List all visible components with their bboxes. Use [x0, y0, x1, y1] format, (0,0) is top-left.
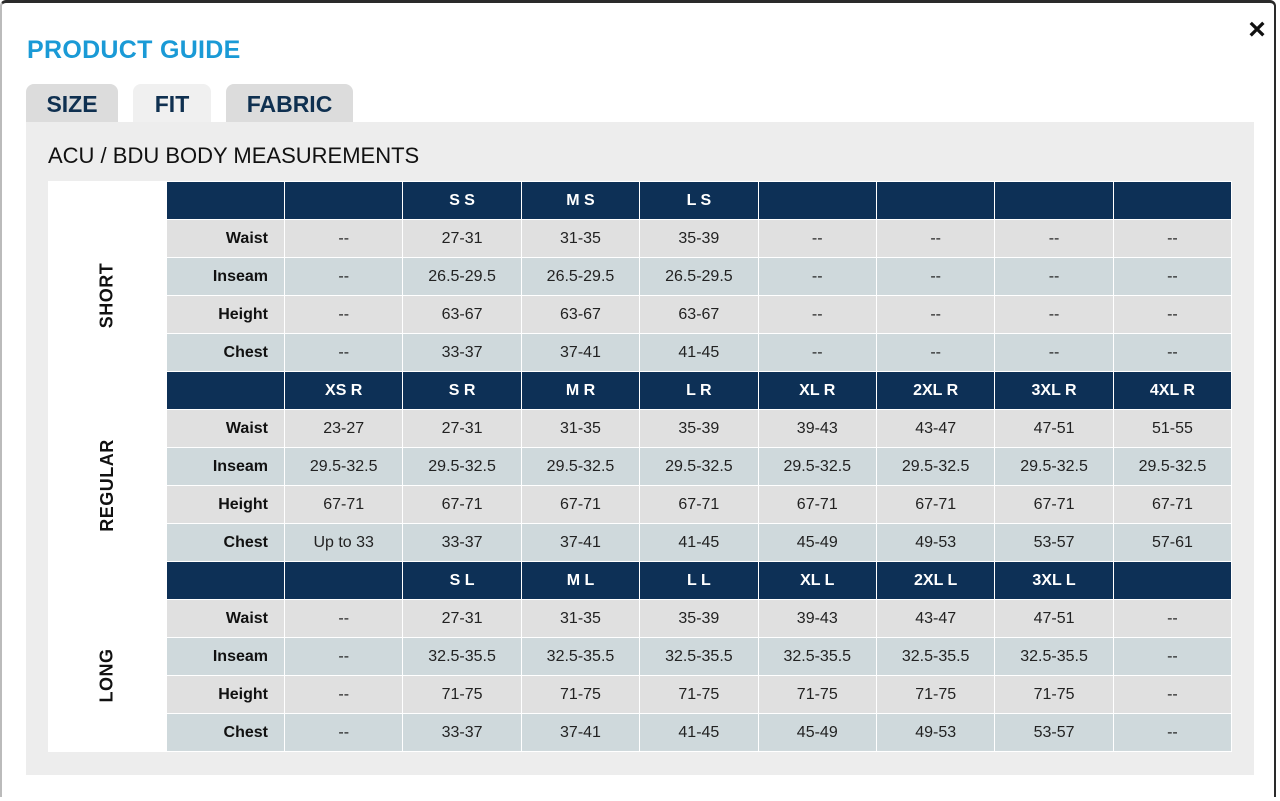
measurement-value: 33-37 [403, 334, 521, 372]
size-header-cell: M L [521, 562, 639, 600]
measurement-value: 43-47 [876, 410, 994, 448]
size-header-cell: M S [521, 182, 639, 220]
size-header-cell: L R [640, 372, 758, 410]
table-row [167, 676, 1232, 714]
measurement-value: 29.5-32.5 [285, 448, 403, 486]
measurement-value: 37-41 [521, 714, 639, 752]
group-label-long [48, 599, 166, 752]
measurement-value: 29.5-32.5 [1113, 448, 1231, 486]
measurement-value: -- [995, 258, 1113, 296]
size-header-row [167, 562, 1232, 600]
measurement-value: 26.5-29.5 [640, 258, 758, 296]
measurement-value: 51-55 [1113, 410, 1231, 448]
size-header-cell: S L [403, 562, 521, 600]
measurement-value: Up to 33 [285, 524, 403, 562]
size-header-cell: L S [640, 182, 758, 220]
table-row [167, 258, 1232, 296]
measurement-value: 23-27 [285, 410, 403, 448]
measurement-value: 45-49 [758, 714, 876, 752]
measurement-value: 33-37 [403, 524, 521, 562]
measurement-value: 67-71 [285, 486, 403, 524]
measurement-label: Waist [167, 600, 285, 638]
measurement-value: 32.5-35.5 [521, 638, 639, 676]
measurement-value: 57-61 [1113, 524, 1231, 562]
measurement-value: 29.5-32.5 [640, 448, 758, 486]
table-row [167, 448, 1232, 486]
measurement-value: -- [285, 638, 403, 676]
table-row [167, 296, 1232, 334]
size-header-cell: 2XL R [876, 372, 994, 410]
measurement-value: -- [1113, 676, 1231, 714]
measurement-value: 39-43 [758, 410, 876, 448]
measurement-value: 71-75 [995, 676, 1113, 714]
measurement-label: Height [167, 296, 285, 334]
measurement-value: 71-75 [876, 676, 994, 714]
measurement-label: Height [167, 486, 285, 524]
measurement-value: 67-71 [758, 486, 876, 524]
measurement-value: -- [876, 296, 994, 334]
measurement-value: -- [758, 334, 876, 372]
table-row [167, 524, 1232, 562]
table-row [167, 220, 1232, 258]
measurement-value: 45-49 [758, 524, 876, 562]
measurement-value: -- [995, 296, 1113, 334]
measurement-value: -- [285, 258, 403, 296]
close-icon[interactable]: × [1248, 13, 1266, 46]
measurement-value: -- [1113, 296, 1231, 334]
measurement-value: 29.5-32.5 [758, 448, 876, 486]
measurement-value: 63-67 [403, 296, 521, 334]
header-corner-cell [167, 372, 285, 410]
size-header-cell [285, 562, 403, 600]
measurement-value: 37-41 [521, 334, 639, 372]
size-header-cell: M R [521, 372, 639, 410]
measurement-value: 32.5-35.5 [876, 638, 994, 676]
size-header-cell [995, 182, 1113, 220]
measurement-value: -- [1113, 220, 1231, 258]
size-header-cell [285, 182, 403, 220]
table-row [167, 486, 1232, 524]
measurement-value: 67-71 [521, 486, 639, 524]
measurement-value: 27-31 [403, 600, 521, 638]
measurement-value: -- [1113, 258, 1231, 296]
measurement-value: 63-67 [521, 296, 639, 334]
size-header-cell: XL R [758, 372, 876, 410]
measurement-value: 31-35 [521, 220, 639, 258]
measurement-table [166, 181, 1232, 752]
size-header-cell: 2XL L [876, 562, 994, 600]
measurement-value: 71-75 [521, 676, 639, 714]
measurement-value: -- [285, 714, 403, 752]
measurement-value: -- [285, 676, 403, 714]
measurement-value: 35-39 [640, 220, 758, 258]
measurement-label: Inseam [167, 448, 285, 486]
measurement-value: 49-53 [876, 524, 994, 562]
size-header-cell: S S [403, 182, 521, 220]
measurement-value: 29.5-32.5 [876, 448, 994, 486]
measurement-value: 71-75 [403, 676, 521, 714]
measurement-value: -- [285, 296, 403, 334]
measurement-value: 37-41 [521, 524, 639, 562]
table-row [167, 714, 1232, 752]
measurement-label: Height [167, 676, 285, 714]
size-header-cell: XS R [285, 372, 403, 410]
tab-fabric[interactable]: FABRIC [226, 84, 353, 122]
group-label-text: LONG [96, 648, 117, 703]
measurement-label: Chest [167, 714, 285, 752]
measurement-value: 47-51 [995, 600, 1113, 638]
measurement-value: 41-45 [640, 714, 758, 752]
measurement-value: -- [758, 258, 876, 296]
measurement-value: 29.5-32.5 [995, 448, 1113, 486]
size-header-row [167, 182, 1232, 220]
measurement-value: 67-71 [876, 486, 994, 524]
size-header-cell: XL L [758, 562, 876, 600]
measurement-label: Waist [167, 410, 285, 448]
measurement-value: -- [758, 296, 876, 334]
group-label-text: REGULAR [96, 438, 117, 532]
measurement-label: Waist [167, 220, 285, 258]
measurement-value: 27-31 [403, 220, 521, 258]
measurement-value: 49-53 [876, 714, 994, 752]
measurement-value: 27-31 [403, 410, 521, 448]
size-header-cell: L L [640, 562, 758, 600]
measurement-label: Inseam [167, 638, 285, 676]
measurement-value: 35-39 [640, 410, 758, 448]
measurement-label: Inseam [167, 258, 285, 296]
header-corner-cell [167, 562, 285, 600]
size-header-cell [1113, 182, 1231, 220]
measurement-value: 53-57 [995, 524, 1113, 562]
measurement-table-wrapper [48, 181, 1231, 752]
measurement-value: 32.5-35.5 [640, 638, 758, 676]
measurement-value: 31-35 [521, 600, 639, 638]
size-header-row [167, 372, 1232, 410]
measurement-value: 67-71 [403, 486, 521, 524]
measurement-value: -- [995, 220, 1113, 258]
group-label-text: SHORT [96, 262, 117, 328]
section-heading: ACU / BDU BODY MEASUREMENTS [48, 143, 420, 168]
measurement-value: 43-47 [876, 600, 994, 638]
measurement-value: -- [1113, 600, 1231, 638]
measurement-value: 53-57 [995, 714, 1113, 752]
measurement-value: 29.5-32.5 [521, 448, 639, 486]
tab-size[interactable]: SIZE [26, 84, 118, 122]
measurement-value: -- [1113, 334, 1231, 372]
group-label-short [48, 219, 166, 371]
measurement-value: -- [758, 220, 876, 258]
measurement-value: 32.5-35.5 [403, 638, 521, 676]
measurement-value: -- [285, 334, 403, 372]
measurement-value: 67-71 [640, 486, 758, 524]
measurement-value: 32.5-35.5 [995, 638, 1113, 676]
table-row [167, 600, 1232, 638]
tab-fit[interactable]: FIT [133, 84, 211, 122]
measurement-value: 26.5-29.5 [403, 258, 521, 296]
group-label-regular [48, 409, 166, 561]
measurement-value: -- [1113, 714, 1231, 752]
measurement-value: -- [285, 220, 403, 258]
measurement-label: Chest [167, 524, 285, 562]
measurement-value: -- [876, 258, 994, 296]
measurement-value: 31-35 [521, 410, 639, 448]
measurement-value: 71-75 [758, 676, 876, 714]
measurement-value: 26.5-29.5 [521, 258, 639, 296]
measurement-value: 33-37 [403, 714, 521, 752]
measurement-value: 63-67 [640, 296, 758, 334]
measurement-value: -- [1113, 638, 1231, 676]
measurement-value: 67-71 [1113, 486, 1231, 524]
measurement-value: 41-45 [640, 524, 758, 562]
measurement-value: 67-71 [995, 486, 1113, 524]
measurement-value: 32.5-35.5 [758, 638, 876, 676]
table-row [167, 334, 1232, 372]
measurement-value: 47-51 [995, 410, 1113, 448]
measurement-label: Chest [167, 334, 285, 372]
size-header-cell [758, 182, 876, 220]
measurement-value: 71-75 [640, 676, 758, 714]
measurement-value: 41-45 [640, 334, 758, 372]
size-header-cell [876, 182, 994, 220]
size-header-cell: 3XL L [995, 562, 1113, 600]
table-row [167, 410, 1232, 448]
measurement-value: -- [876, 334, 994, 372]
header-corner-cell [167, 182, 285, 220]
measurement-value: 39-43 [758, 600, 876, 638]
measurement-value: -- [995, 334, 1113, 372]
size-header-cell [1113, 562, 1231, 600]
measurement-value: 35-39 [640, 600, 758, 638]
modal-title: PRODUCT GUIDE [27, 36, 241, 64]
table-row [167, 638, 1232, 676]
measurement-value: -- [285, 600, 403, 638]
measurement-value: 29.5-32.5 [403, 448, 521, 486]
size-header-cell: 4XL R [1113, 372, 1231, 410]
size-header-cell: S R [403, 372, 521, 410]
size-header-cell: 3XL R [995, 372, 1113, 410]
measurement-value: -- [876, 220, 994, 258]
